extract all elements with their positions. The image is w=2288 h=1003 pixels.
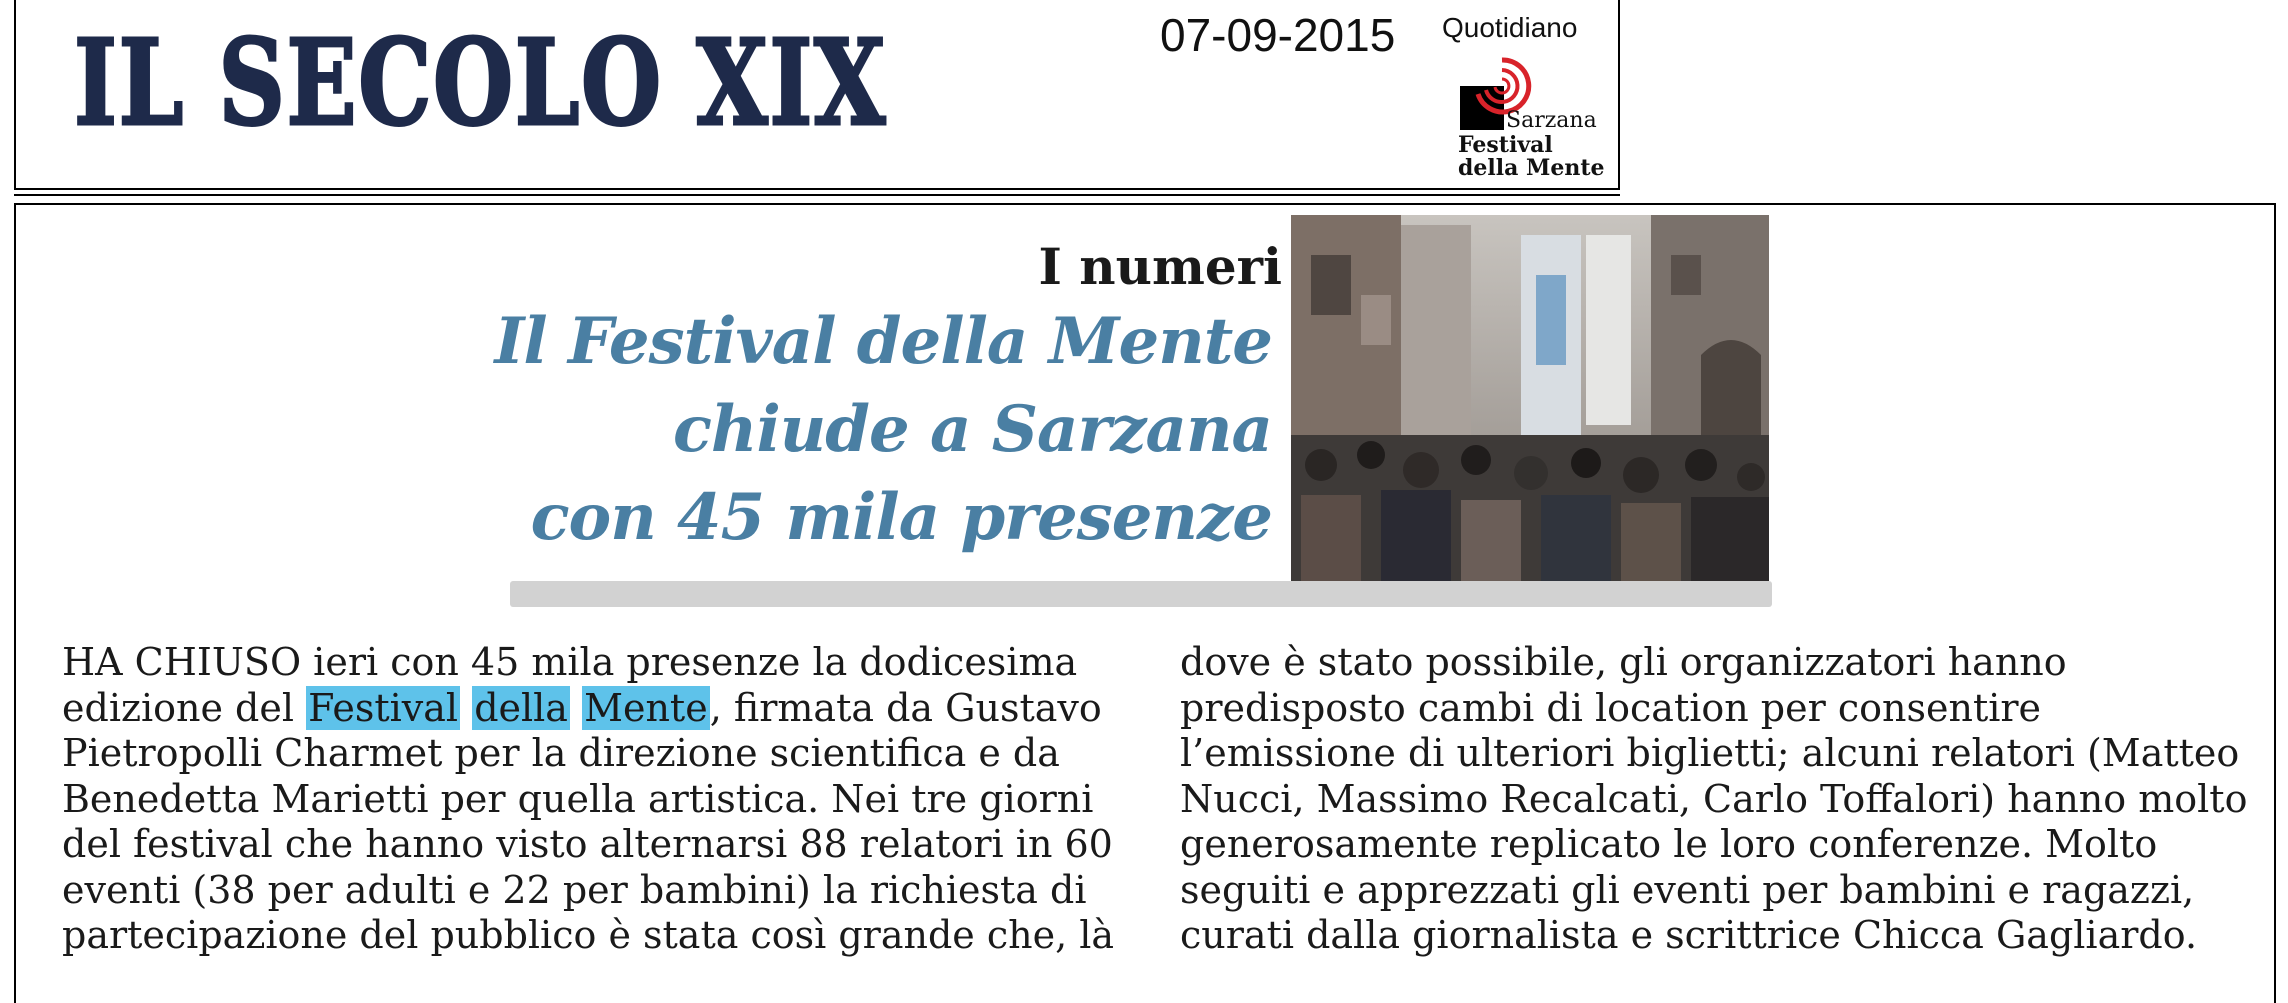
body-line: curati dalla giornalista e scrittrice Chicca Gagliardo. [1180, 913, 2198, 957]
masthead: IL SECOLO XIX [74, 13, 887, 152]
logo-city: Sarzana [1506, 108, 1597, 133]
publication-frequency: Quotidiano [1442, 12, 1578, 43]
article-body-left [62, 640, 1212, 959]
article-photo [1291, 215, 1769, 581]
body-line: HA CHIUSO ieri con 45 mila presenze la dodicesima [62, 640, 1078, 684]
logo-name-line2: della Mente [1458, 155, 1605, 181]
body-line: dove è stato possibile, gli organizzatori hanno [1180, 640, 2067, 684]
publication-date: 07-09-2015 [1160, 9, 1396, 61]
logo-name-line1: Festival [1458, 132, 1553, 158]
body-line: eventi (38 per adulti e 22 per bambini) la richiesta di [62, 867, 1087, 912]
body-text: edizione del [62, 685, 307, 730]
festival-logo [1456, 54, 1606, 184]
logo-name [1458, 134, 1605, 180]
headline-line-2: chiude a Sarzana [672, 392, 1272, 467]
body-line: l’emissione di ulteriori biglietti; alcuni relatori (Matteo [1180, 731, 2240, 775]
highlighted-term: Mente [584, 685, 708, 730]
body-line: predisposto cambi di location per consentire [1180, 685, 2042, 730]
header-divider [14, 194, 1620, 196]
body-line: del festival che hanno visto alternarsi 88 relatori in 60 [62, 822, 1113, 866]
body-line: partecipazione del pubblico è stata così grande che, là [62, 913, 1115, 957]
body-line: generosamente replicato le loro conferenze. Molto [1180, 822, 2158, 866]
highlighted-term: della [474, 685, 568, 730]
headline-line-1: Il Festival della Mente [494, 304, 1272, 379]
body-line: Nucci, Massimo Recalcati, Carlo Toffalori) hanno molto [1180, 776, 2248, 821]
body-line: seguiti e apprezzati gli eventi per bambini e ragazzi, [1180, 867, 2195, 912]
body-line: Pietropolli Charmet per la direzione scientifica e da [62, 731, 1060, 775]
headline-line-3: con 45 mila presenze [530, 480, 1272, 555]
article-kicker: I numeri [1038, 237, 1282, 296]
article-headline [494, 298, 1272, 562]
highlighted-term: Festival [308, 685, 459, 730]
headline-rule [510, 581, 1772, 607]
body-line: Benedetta Marietti per quella artistica. Nei tre giorni [62, 776, 1094, 821]
street-crowd-photo [1291, 215, 1769, 581]
body-text: , [709, 685, 722, 730]
article-body-right [1180, 640, 2288, 959]
body-line [62, 686, 1212, 732]
body-text: firmata da Gustavo [721, 685, 1102, 730]
